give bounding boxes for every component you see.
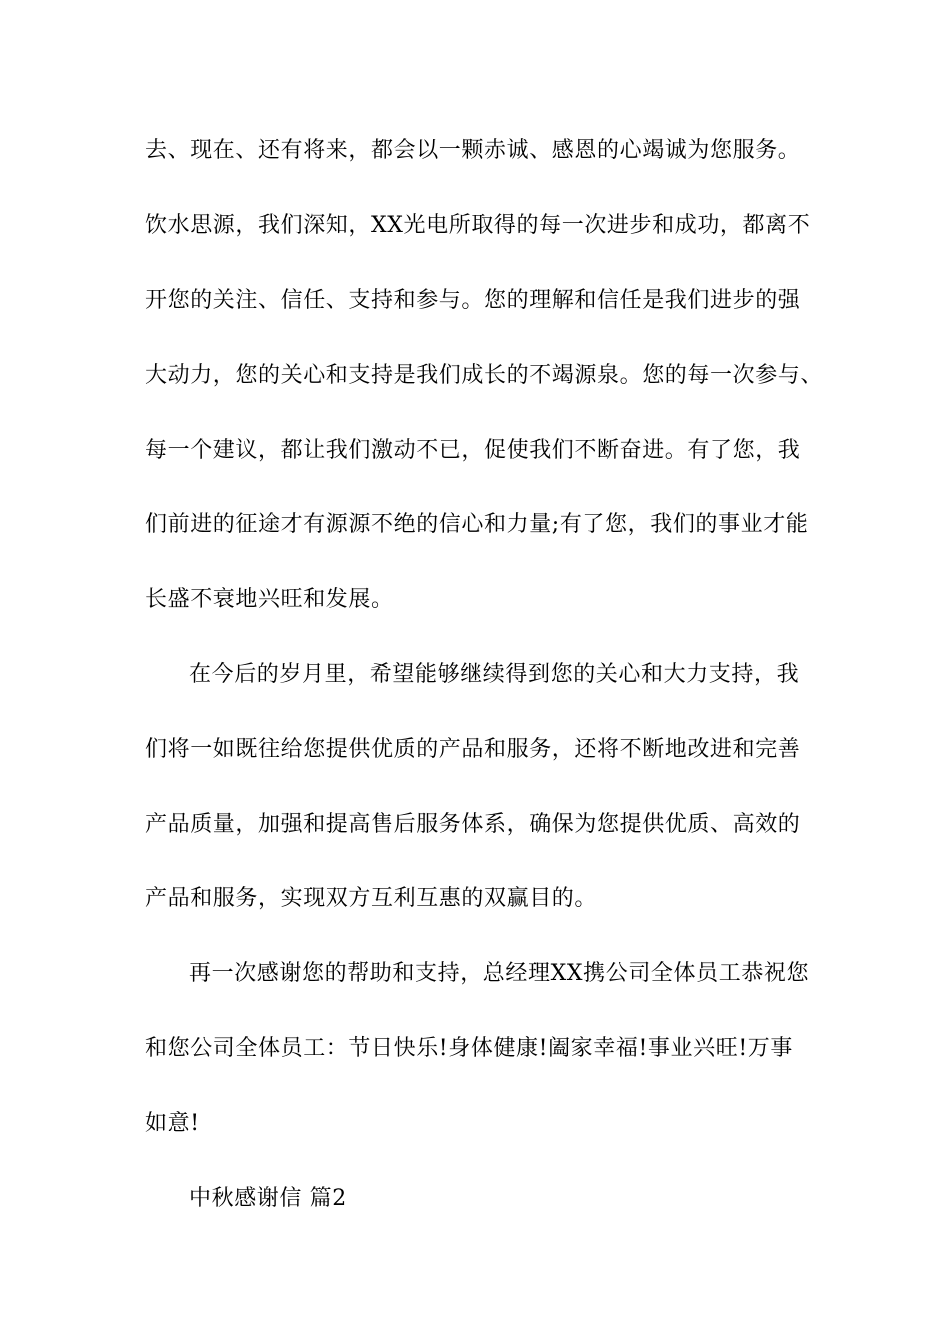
paragraph-line: 去、现在、还有将来，都会以一颗赤诚、感恩的心竭诚为您服务。 <box>145 138 801 163</box>
paragraph-line: 产品和服务，实现双方互利互惠的双赢目的。 <box>145 886 598 911</box>
paragraph-line: 大动力，您的关心和支持是我们成长的不竭源泉。您的每一次参与、 <box>145 363 824 388</box>
paragraph-line: 再一次感谢您的帮助和支持，总经理XX携公司全体员工恭祝您 <box>189 961 810 986</box>
paragraph-line: 产品质量，加强和提高售后服务体系，确保为您提供优质、高效的 <box>145 812 801 837</box>
paragraph-line: 每一个建议，都让我们激动不已，促使我们不断奋进。有了您，我 <box>145 438 801 463</box>
paragraph-line: 饮水思源，我们深知，XX光电所取得的每一次进步和成功，都离不 <box>145 213 811 238</box>
paragraph-line: 如意! <box>145 1111 200 1136</box>
paragraph-line: 和您公司全体员工：节日快乐!身体健康!阖家幸福!事业兴旺!万事 <box>145 1036 793 1061</box>
paragraph-line: 们将一如既往给您提供优质的产品和服务，还将不断地改进和完善 <box>145 737 801 762</box>
paragraph-line: 开您的关注、信任、支持和参与。您的理解和信任是我们进步的强 <box>145 288 801 313</box>
paragraph-line: 长盛不衰地兴旺和发展。 <box>145 587 394 612</box>
paragraph-line: 们前进的征途才有源源不绝的信心和力量;有了您，我们的事业才能 <box>145 512 809 537</box>
section-heading: 中秋感谢信 篇2 <box>189 1186 347 1211</box>
paragraph-line: 在今后的岁月里，希望能够继续得到您的关心和大力支持，我 <box>189 662 800 687</box>
